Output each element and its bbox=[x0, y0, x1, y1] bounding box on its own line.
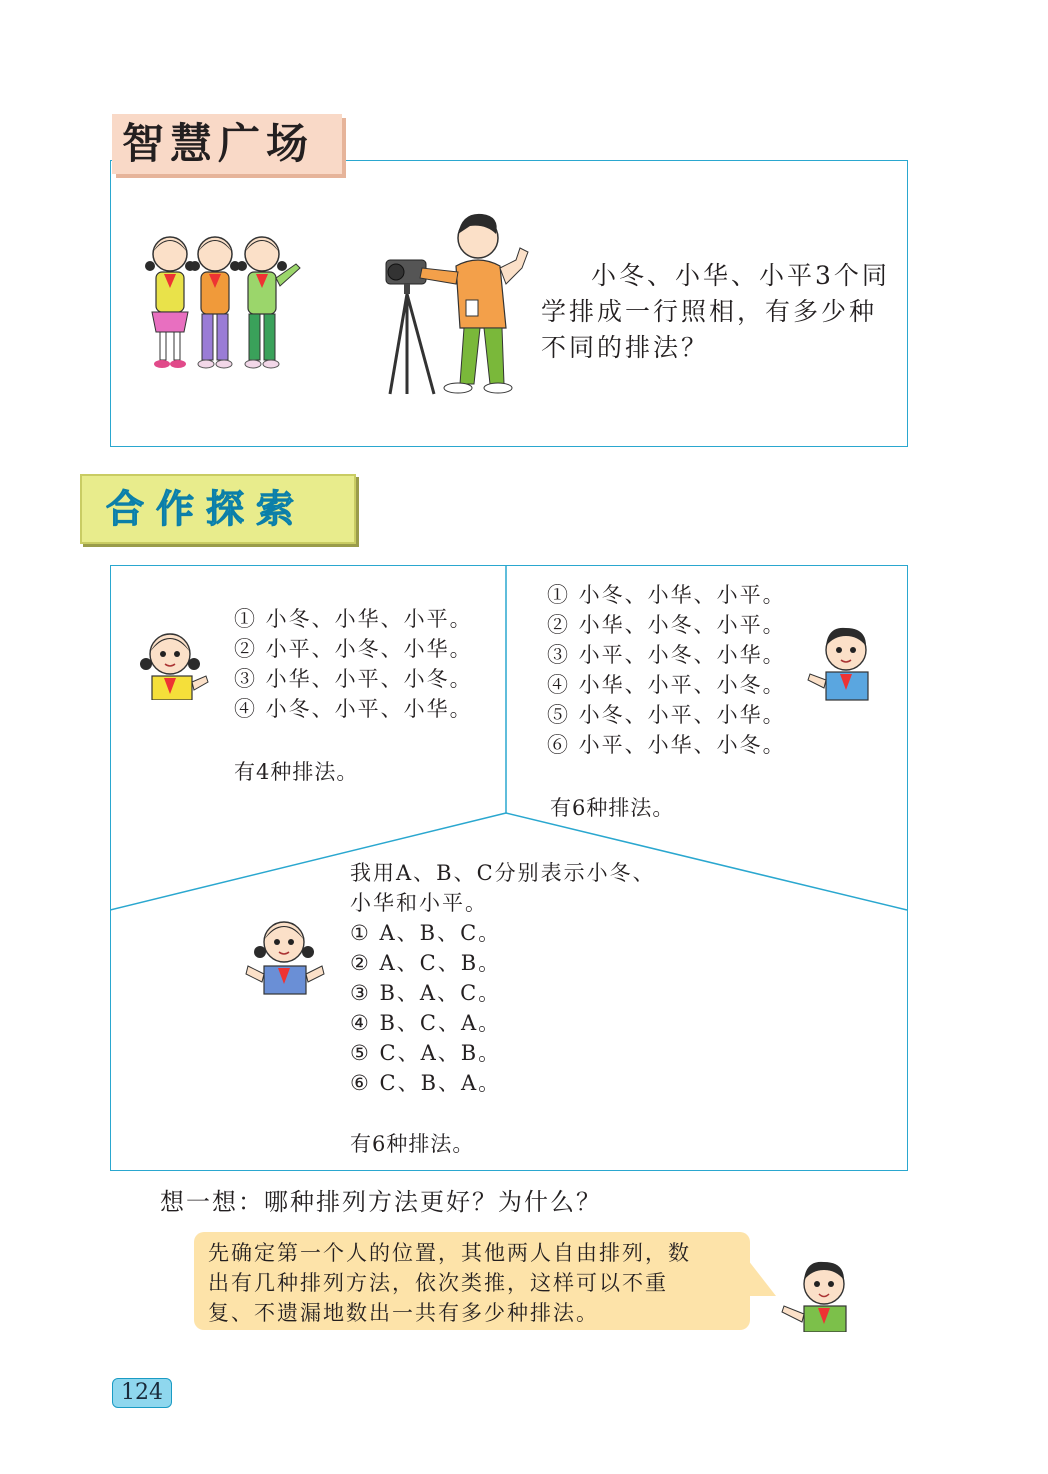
boy-avatar-2 bbox=[782, 1262, 846, 1332]
list-item: ④ 小华、小平、小冬。 bbox=[547, 673, 786, 697]
page-number: 124 bbox=[112, 1378, 172, 1408]
list-item: ③ B、A、C。 bbox=[350, 981, 502, 1005]
three-children-illustration bbox=[140, 228, 310, 378]
section-tab-wisdom bbox=[112, 114, 342, 174]
tip-bubble-tail-and-boy bbox=[748, 1256, 858, 1332]
intro-line: 小华和小平。 bbox=[350, 891, 488, 915]
photographer-illustration bbox=[382, 208, 542, 398]
bottom-panel-conclusion: 有6种排法。 bbox=[350, 1132, 475, 1156]
right-panel-conclusion: 有6种排法。 bbox=[550, 796, 675, 820]
girl-avatar-2 bbox=[244, 912, 328, 996]
child-figure bbox=[190, 237, 240, 368]
list-item: ⑥ 小平、小华、小冬。 bbox=[547, 733, 786, 757]
left-panel-conclusion: 有4种排法。 bbox=[234, 760, 359, 784]
camera-tripod-icon bbox=[386, 260, 434, 394]
list-item: ① 小冬、小华、小平。 bbox=[234, 607, 473, 631]
section-title-explore: 合作探索 bbox=[106, 487, 307, 531]
tip-line: 出有几种排列方法，依次类推，这样可以不重 bbox=[208, 1271, 668, 1295]
right-panel-list bbox=[547, 580, 786, 760]
list-item: ⑤ 小冬、小平、小华。 bbox=[547, 703, 786, 727]
girl-avatar bbox=[138, 624, 212, 700]
list-item: ② A、C、B。 bbox=[350, 951, 502, 975]
tip-line: 先确定第一个人的位置，其他两人自由排列，数 bbox=[208, 1241, 691, 1265]
list-item: ④ B、C、A。 bbox=[350, 1011, 502, 1035]
man-figure bbox=[420, 214, 528, 393]
list-item: ④ 小冬、小平、小华。 bbox=[234, 697, 473, 721]
problem-text: 小冬、小华、小平3个同学排成一行照相，有多少种不同的排法？ bbox=[541, 261, 890, 362]
bubble-tail bbox=[748, 1260, 776, 1296]
think-question: 想一想：哪种排列方法更好？为什么？ bbox=[160, 1188, 602, 1216]
section-tab-explore bbox=[80, 474, 356, 544]
list-item: ③ 小平、小冬、小华。 bbox=[547, 643, 786, 667]
bottom-panel-list bbox=[350, 858, 656, 1098]
list-item: ② 小平、小冬、小华。 bbox=[234, 637, 473, 661]
section-title-wisdom: 智慧广场 bbox=[122, 119, 315, 168]
list-item: ⑥ C、B、A。 bbox=[350, 1071, 502, 1095]
intro-line: 我用A、B、C分别表示小冬、 bbox=[350, 861, 656, 885]
child-figure bbox=[145, 237, 195, 368]
list-item: ③ 小华、小平、小冬。 bbox=[234, 667, 473, 691]
child-figure bbox=[237, 237, 300, 368]
tip-line: 复、不遗漏地数出一共有多少种排法。 bbox=[208, 1301, 599, 1325]
boy-avatar bbox=[806, 620, 880, 702]
left-panel-list bbox=[234, 604, 473, 724]
list-item: ① 小冬、小华、小平。 bbox=[547, 583, 786, 607]
tip-bubble bbox=[194, 1232, 750, 1330]
list-item: ① A、B、C。 bbox=[350, 921, 502, 945]
list-item: ⑤ C、A、B。 bbox=[350, 1041, 502, 1065]
list-item: ② 小华、小冬、小平。 bbox=[547, 613, 786, 637]
